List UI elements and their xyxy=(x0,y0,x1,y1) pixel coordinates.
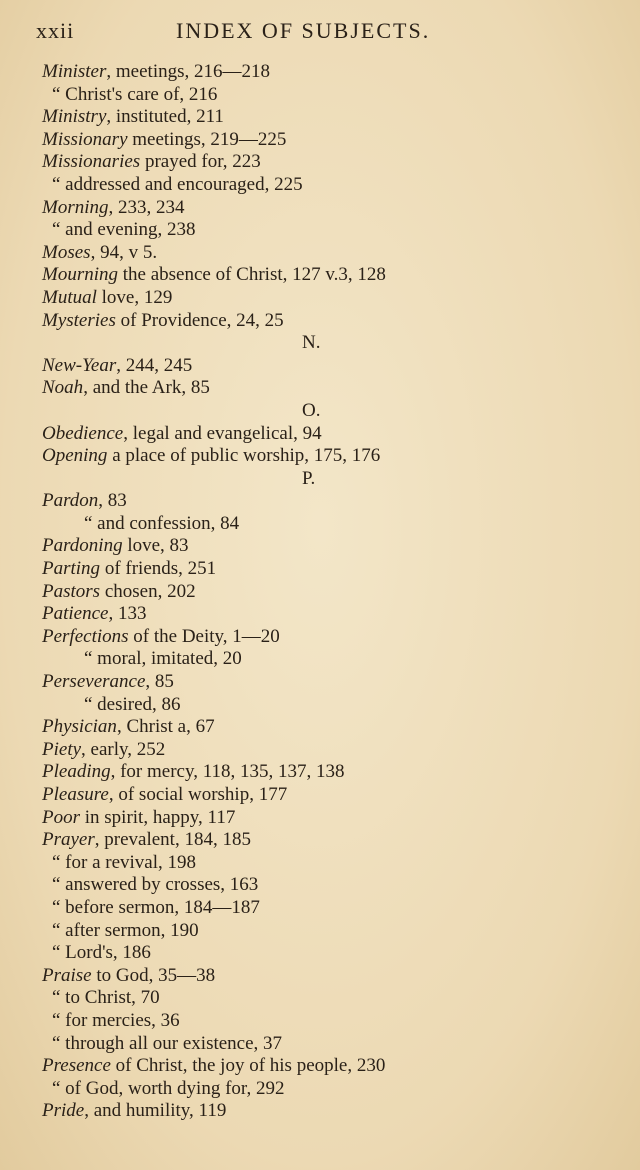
entry-reference: “ moral, imitated, 20 xyxy=(84,648,242,670)
index-subentry xyxy=(0,648,640,671)
index-subentry xyxy=(0,1078,640,1101)
index-subentry xyxy=(0,219,640,242)
entry-reference: “ desired, 86 xyxy=(84,693,181,715)
index-entry xyxy=(0,287,640,310)
index-subentry xyxy=(0,694,640,717)
entry-heading: Noah xyxy=(42,377,84,399)
entry-reference: , Christ a, 67 xyxy=(116,716,215,738)
index-subentry xyxy=(0,987,640,1010)
index-entry xyxy=(0,739,640,762)
section-letter xyxy=(0,400,640,423)
index-entry xyxy=(0,61,640,84)
entry-heading: Morning xyxy=(42,196,109,218)
index-subentry xyxy=(0,174,640,197)
entry-reference: the absence of Christ, 127 v.3, 128 xyxy=(118,264,386,286)
entry-reference: love, 129 xyxy=(96,286,173,308)
entry-heading: Missionaries xyxy=(42,151,141,173)
index-entry xyxy=(0,151,640,174)
entry-heading: Prayer xyxy=(42,829,95,851)
entry-reference: of Providence, 24, 25 xyxy=(115,309,284,331)
entry-heading: Parting xyxy=(42,558,101,580)
entry-heading: Missionary xyxy=(42,128,128,150)
entry-heading: Physician xyxy=(42,716,117,738)
entry-reference: prayed for, 223 xyxy=(140,151,261,173)
entry-reference: , 85 xyxy=(145,671,174,693)
entry-reference: love, 83 xyxy=(122,535,189,557)
entry-reference: , 94, v 5. xyxy=(90,241,158,263)
section-letter-text: N. xyxy=(302,332,321,354)
index-subentry xyxy=(0,1033,640,1056)
page-number: xxii xyxy=(36,18,75,43)
index-entry xyxy=(0,423,640,446)
index-entry xyxy=(0,761,640,784)
entry-reference: “ answered by crosses, 163 xyxy=(52,874,259,896)
running-head: INDEX OF SUBJECTS. xyxy=(176,18,431,43)
index-entry xyxy=(0,264,640,287)
index-entry xyxy=(0,377,640,400)
entry-reference: “ to Christ, 70 xyxy=(52,987,160,1009)
section-letter-text: O. xyxy=(302,399,321,421)
entry-reference: , early, 252 xyxy=(81,738,166,760)
index-entry xyxy=(0,242,640,265)
index-subentry xyxy=(0,920,640,943)
index-entry xyxy=(0,1100,640,1123)
entry-heading: Ministry xyxy=(42,106,107,128)
entry-heading: Patience xyxy=(42,603,109,625)
index-entry xyxy=(0,784,640,807)
entry-heading: Minister xyxy=(42,61,107,82)
index-subentry xyxy=(0,852,640,875)
index-entry xyxy=(0,355,640,378)
index-entry xyxy=(0,490,640,513)
entry-heading: Moses xyxy=(42,241,91,263)
entry-reference: “ Christ's care of, 216 xyxy=(52,83,218,105)
index-entry xyxy=(0,310,640,333)
entry-reference: chosen, 202 xyxy=(100,580,196,602)
entry-reference: “ Lord's, 186 xyxy=(52,942,151,964)
entry-reference: , prevalent, 184, 185 xyxy=(94,829,251,851)
entry-heading: Mourning xyxy=(42,264,118,286)
entry-reference: , for mercy, 118, 135, 137, 138 xyxy=(110,761,345,783)
index-entry xyxy=(0,535,640,558)
index-entry xyxy=(0,581,640,604)
index-entry xyxy=(0,445,640,468)
entry-reference: “ after sermon, 190 xyxy=(52,919,199,941)
entry-heading: Praise xyxy=(42,964,92,986)
entry-reference: of Christ, the joy of his people, 230 xyxy=(110,1055,386,1077)
index-subentry xyxy=(0,897,640,920)
entry-heading: Pardoning xyxy=(42,535,123,557)
index-entry xyxy=(0,807,640,830)
entry-reference: to God, 35—38 xyxy=(91,964,216,986)
entry-reference: “ of God, worth dying for, 292 xyxy=(52,1077,285,1099)
index-entry xyxy=(0,197,640,220)
section-letter-text: P. xyxy=(302,467,316,489)
index-entry xyxy=(0,716,640,739)
entry-reference: of friends, 251 xyxy=(100,558,217,580)
entry-heading: Poor xyxy=(42,806,80,828)
entry-heading: Pride xyxy=(42,1100,85,1122)
index-entry xyxy=(0,106,640,129)
section-letter xyxy=(0,468,640,491)
entry-heading: New-Year xyxy=(42,354,117,376)
entry-heading: Piety xyxy=(42,738,82,760)
section-letter xyxy=(0,332,640,355)
entry-reference: , and humility, 119 xyxy=(84,1100,227,1122)
entry-reference: a place of public worship, 175, 176 xyxy=(107,445,381,467)
entry-reference: “ for a revival, 198 xyxy=(52,851,197,873)
entry-reference: , 83 xyxy=(98,490,127,512)
index-entry xyxy=(0,626,640,649)
index-entry xyxy=(0,558,640,581)
entry-heading: Perseverance xyxy=(42,671,146,693)
entry-heading: Presence xyxy=(42,1055,111,1077)
entry-reference: in spirit, happy, 117 xyxy=(80,806,236,828)
entry-heading: Pleasure xyxy=(42,784,109,805)
entry-heading: Obedience xyxy=(42,422,124,444)
index-entry xyxy=(0,603,640,626)
entry-heading: Pastors xyxy=(42,580,101,602)
entry-reference: , and the Ark, 85 xyxy=(83,377,210,399)
index-entry xyxy=(0,1055,640,1078)
page-header xyxy=(36,14,636,48)
entry-heading: Perfections xyxy=(42,625,129,647)
index-subentry xyxy=(0,1010,640,1033)
entry-reference: , meetings, 216—218 xyxy=(106,61,270,82)
index-entry xyxy=(0,829,640,852)
index-subentry xyxy=(0,942,640,965)
index-entry xyxy=(0,129,640,152)
entry-reference: “ through all our existence, 37 xyxy=(52,1032,283,1054)
entry-reference: , 233, 234 xyxy=(108,196,185,218)
entry-reference: , instituted, 211 xyxy=(106,106,224,128)
entry-reference: , of social worship, 177 xyxy=(108,784,288,805)
entry-reference: , legal and evangelical, 94 xyxy=(123,422,322,444)
entry-heading: Mysteries xyxy=(42,309,116,331)
entry-reference: “ before sermon, 184—187 xyxy=(52,896,260,918)
index-entry xyxy=(0,965,640,988)
index-subentry xyxy=(0,513,640,536)
entry-heading: Opening xyxy=(42,445,108,467)
index-subentry xyxy=(0,874,640,897)
entry-heading: Pardon xyxy=(42,490,99,512)
entry-reference: “ and confession, 84 xyxy=(84,512,240,534)
entry-heading: Mutual xyxy=(42,286,97,308)
entry-reference: “ addressed and encouraged, 225 xyxy=(52,173,303,195)
index-subentry xyxy=(0,84,640,107)
entry-reference: meetings, 219—225 xyxy=(127,128,287,150)
index-entries xyxy=(0,61,640,1123)
entry-reference: , 244, 245 xyxy=(116,354,193,376)
entry-reference: of the Deity, 1—20 xyxy=(128,625,280,647)
entry-reference: “ and evening, 238 xyxy=(52,219,196,241)
entry-reference: “ for mercies, 36 xyxy=(52,1009,180,1031)
entry-heading: Pleading xyxy=(42,761,111,783)
index-entry xyxy=(0,671,640,694)
entry-reference: , 133 xyxy=(108,603,147,625)
